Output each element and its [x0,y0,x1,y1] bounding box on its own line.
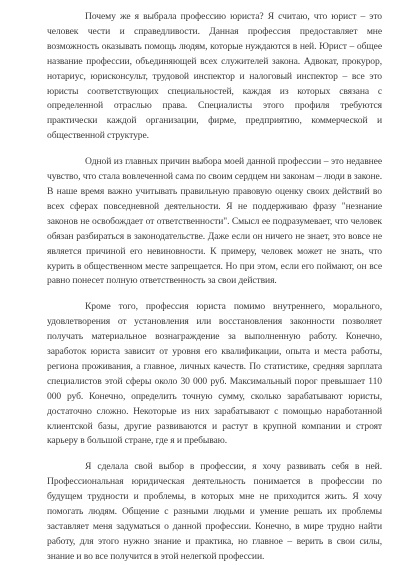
essay-body [47,10,382,565]
essay-paragraph-3: Кроме того, профессия юриста помимо внутреннего, морального, удовлетворения от установления или восстановления законности позволяет получать материальное вознаграждение за выполненную работу. Конечно, заработок юриста зависит от уровня его квалификации, опыта и места работы, региона проживания, а главное, личных качеств. По статистике, средняя зарплата специалистов этой сферы около 30 000 руб. Максимальный порог превышает 110 000 руб. Конечно, определить точную сумму, сколько зарабатывают юристы, достаточно сложно. Некоторые из них зарабатывают с помощью наработанной клиентской базы, другие развиваются и растут в крупной компании и строят карьеру в большой стране, где я и пребываю. [47,301,382,447]
essay-paragraph-1: Почему же я выбрала профессию юриста? Я считаю, что юрист – это человек чести и справедливости. Данная профессия предоставляет мне возможность оказывать помощь людям, которые нуждаются в ней. Юрист – общее название профессии, объединяющей всех служителей закона. Адвокат, прокурор, нотариус, юрисконсульт, трудовой инспектор и налоговый инспектор – все это юристы соответствующих специальностей, каждая из которых связана с определенной отраслью права. Специалисты этого профиля требуются практически каждой организации, фирме, предприятию, коммерческой и общественной структуре. [47,11,382,142]
essay-paragraph-4: Я сделала свой выбор в профессии, я хочу развивать себя в ней. Профессиональная юридическая деятельность понимается в профессии по будущем трудности и проблемы, в которых мне не приходится жить. Я хочу помогать людям. Общение с разными людьми и умение решать их проблемы заставляет меня задуматься о данной профессии. Конечно, в мире трудно найти работу, для этого нужно знание и практика, но главное – верить в свои силы, знание и во все получится в этой нелегкой профессии. [47,461,382,562]
essay-paragraph-2: Одной из главных причин выбора моей данной профессии – это недавнее чувство, что стала вовлеченной сама по своим сердцем ни законам – люди в законе. В наше время важно учитывать правильную правовую оценку своих действий во всех сферах повседневной деятельности. Я не поддерживаю фразу "незнание законов не освобождает от ответственности". Смысл ее подразумевает, что человек обязан разбираться в законодательстве. Даже если он ничего не знает, это вовсе не является причиной его невиновности. К примеру, человек может не знать, что курить в общественном месте запрещается. Но при этом, если его поймают, он все равно понесет полную ответственность за свои действия. [47,156,382,287]
